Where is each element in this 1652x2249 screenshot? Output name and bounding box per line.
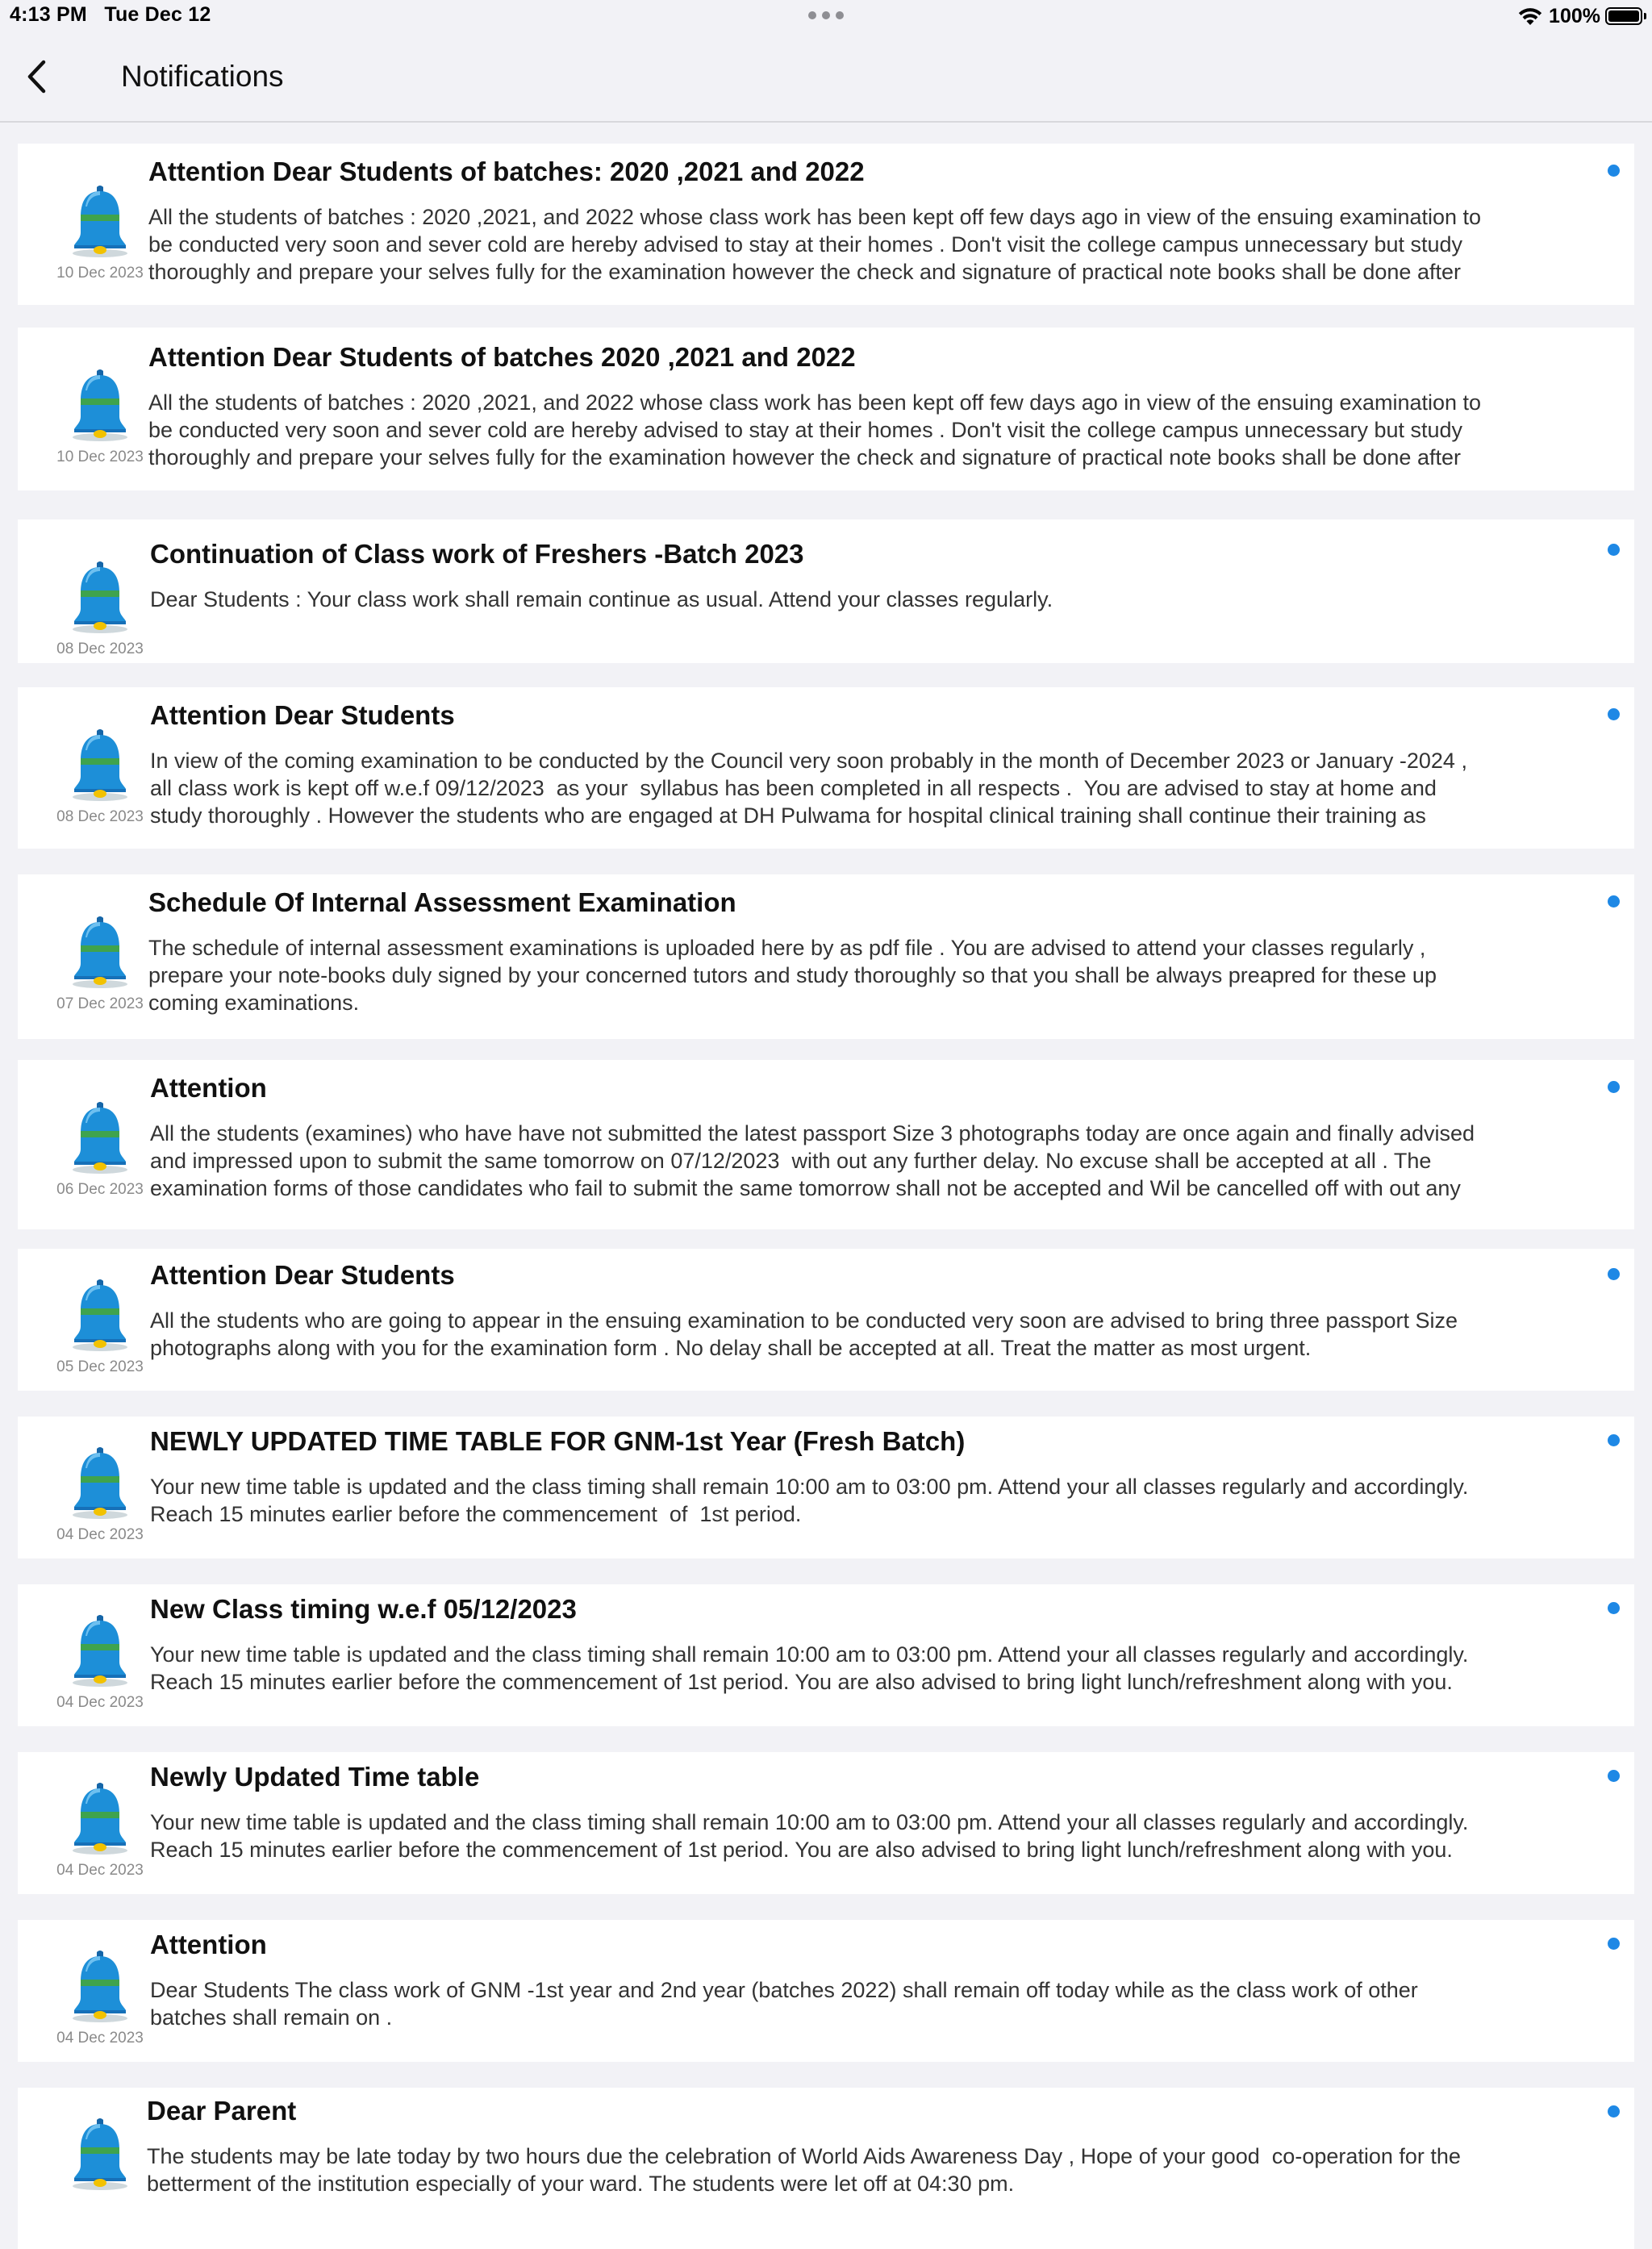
notification-title: Attention Dear Students of batches 2020 ,2021 and 2022 — [148, 342, 856, 372]
notification-date: 08 Dec 2023 — [56, 640, 144, 657]
unread-indicator-dot — [1608, 2105, 1620, 2118]
notification-body: All the students (examines) who have have not submitted the latest passport Size 3 photographs today are once again and finally advised and impressed upon to submit the same tomorrow on 07/12/2023 with out any further delay. No excuse shall be accepted at all . The examination forms of those candidates who fail to submit the same tomorrow shall not be accepted and Wil be cancelled off with out any — [150, 1121, 1475, 1200]
notification-card[interactable] — [18, 2088, 1634, 2249]
bell-icon — [68, 2117, 132, 2191]
unread-indicator-dot — [1608, 895, 1620, 908]
notification-icon — [50, 368, 150, 473]
unread-indicator-dot — [1608, 544, 1620, 556]
notification-icon — [50, 2117, 150, 2222]
notification-card[interactable] — [18, 1060, 1634, 1229]
notification-date: 04 Dec 2023 — [56, 1526, 144, 1543]
notification-icon — [50, 1278, 150, 1383]
notification-body: The schedule of internal assessment examinations is uploaded here by as pdf file . You are advised to attend your classes regularly , prepare your note-books duly signed by your concerned tutors and study thoroughly so that you shall be always preapred for these up coming examinations. — [148, 936, 1437, 1015]
bell-icon — [68, 368, 132, 442]
status-clock: 4:13 PM — [10, 3, 87, 26]
status-date: Tue Dec 12 — [104, 3, 211, 26]
notification-title: Continuation of Class work of Freshers -Batch 2023 — [150, 539, 804, 569]
notification-title: Attention — [150, 1930, 267, 1959]
notification-icon — [50, 1613, 150, 1718]
notification-date: 10 Dec 2023 — [56, 265, 144, 282]
notification-body: Your new time table is updated and the class timing shall remain 10:00 am to 03:00 pm. Attend your all classes regularly and accordingly. Reach 15 minutes earlier before the commencement of 1st period. You are also advised to bring light lunch/refreshment along with you. — [150, 1642, 1469, 1694]
unread-indicator-dot — [1608, 1770, 1620, 1782]
notification-body: All the students of batches : 2020 ,2021, and 2022 whose class work has been kept off few days ago in view of the ensuing examination to be conducted very soon and sever cold are hereby advised to stay at their homes . Don't visit the college campus unnecessary but study thoroughly and prepare your selves fully for the examination however the check and signature of practical note books shall be done after — [148, 205, 1482, 284]
page-title: Notifications — [121, 60, 284, 93]
notification-title: New Class timing w.e.f 05/12/2023 — [150, 1594, 577, 1624]
notification-title: NEWLY UPDATED TIME TABLE FOR GNM-1st Year (Fresh Batch) — [150, 1426, 966, 1456]
unread-indicator-dot — [1608, 708, 1620, 720]
unread-indicator-dot — [1608, 1602, 1620, 1614]
notification-card[interactable] — [18, 874, 1634, 1039]
unread-indicator-dot — [1608, 1081, 1620, 1093]
notification-body: All the students of batches : 2020 ,2021, and 2022 whose class work has been kept off few days ago in view of the ensuing examination to be conducted very soon and sever cold are hereby advised to stay at their homes . Don't visit the college campus unnecessary but study thoroughly and prepare your selves fully for the examination however the check and signature of practical note books shall be done after — [148, 390, 1482, 469]
notification-title: Newly Updated Time table — [150, 1762, 480, 1792]
bell-icon — [68, 184, 132, 258]
notification-body: Your new time table is updated and the class timing shall remain 10:00 am to 03:00 pm. Attend your all classes regularly and accordingly. Reach 15 minutes earlier before the commencement of 1st period. — [150, 1475, 1469, 1526]
notification-date: 04 Dec 2023 — [56, 1694, 144, 1711]
notification-title: Dear Parent — [147, 2096, 297, 2126]
bell-icon — [68, 1781, 132, 1855]
notification-icon — [50, 1100, 150, 1205]
bell-icon — [68, 915, 132, 989]
multitasking-dots-icon[interactable] — [808, 11, 844, 19]
notification-icon — [50, 560, 150, 663]
notification-title: Attention Dear Students of batches: 2020 ,2021 and 2022 — [148, 156, 865, 186]
notification-title: Schedule Of Internal Assessment Examination — [148, 887, 736, 917]
notification-card[interactable] — [18, 1249, 1634, 1391]
notification-card[interactable] — [18, 1752, 1634, 1894]
notification-card[interactable] — [18, 687, 1634, 849]
back-button[interactable] — [16, 56, 56, 97]
wifi-icon — [1518, 6, 1542, 27]
notification-date: 08 Dec 2023 — [56, 808, 144, 825]
notification-icon — [50, 184, 150, 289]
unread-indicator-dot — [1608, 1434, 1620, 1446]
battery-percentage: 100% — [1549, 4, 1600, 27]
bell-icon — [68, 1446, 132, 1520]
notification-title: Attention Dear Students — [150, 1260, 455, 1290]
status-time — [10, 3, 211, 27]
status-right — [1518, 3, 1642, 29]
notification-date: 07 Dec 2023 — [56, 995, 144, 1012]
notification-body: The students may be late today by two hours due the celebration of World Aids Awareness Day , Hope of your good co-operation for the betterment of the institution especially of your ward. The students were let off at 04:30 pm. — [147, 2144, 1461, 2196]
notification-date: 06 Dec 2023 — [56, 1181, 144, 1198]
unread-indicator-dot — [1608, 1938, 1620, 1950]
unread-indicator-dot — [1608, 165, 1620, 177]
bell-icon — [68, 1100, 132, 1175]
notification-card[interactable] — [18, 519, 1634, 663]
battery-icon — [1605, 7, 1642, 25]
bell-icon — [68, 1278, 132, 1352]
notification-date: 04 Dec 2023 — [56, 1862, 144, 1879]
bell-icon — [68, 560, 132, 634]
notification-date: 04 Dec 2023 — [56, 2030, 144, 2047]
notification-icon — [50, 915, 150, 1020]
notification-body: Dear Students The class work of GNM -1st year and 2nd year (batches 2022) shall remain off today while as the class work of other batches shall remain on . — [150, 1978, 1418, 2030]
notification-date: 05 Dec 2023 — [56, 1358, 144, 1375]
unread-indicator-dot — [1608, 1268, 1620, 1280]
notification-icon — [50, 1949, 150, 2054]
chevron-left-icon — [26, 60, 47, 94]
notification-card[interactable] — [18, 144, 1634, 305]
notification-body: In view of the coming examination to be conducted by the Council very soon probably in the month of December 2023 or January -2024 , all class work is kept off w.e.f 09/12/2023 as your syllabus has been completed in all respects . You are advised to stay at home and study thoroughly . However the students who are engaged at DH Pulwama for hospital clinical training shall continue their training as — [150, 749, 1467, 828]
status-bar — [0, 0, 1652, 32]
notification-card[interactable] — [18, 1584, 1634, 1726]
bell-icon — [68, 728, 132, 802]
notification-title: Attention Dear Students — [150, 700, 455, 730]
notification-icon — [50, 1781, 150, 1886]
bell-icon — [68, 1613, 132, 1688]
notification-title: Attention — [150, 1073, 267, 1103]
notification-icon — [50, 1446, 150, 1550]
notification-card[interactable] — [18, 1417, 1634, 1558]
bell-icon — [68, 1949, 132, 2023]
notification-icon — [50, 728, 150, 832]
notification-card[interactable] — [18, 1920, 1634, 2062]
notification-body: Your new time table is updated and the class timing shall remain 10:00 am to 03:00 pm. Attend your all classes regularly and accordingly. Reach 15 minutes earlier before the commencement of 1st period. You are also advised to bring light lunch/refreshment along with you. — [150, 1810, 1469, 1862]
notification-body: All the students who are going to appear in the ensuing examination to be conducted very soon are advised to bring three passport Size photographs along with you for the examination form . No delay shall be accepted at all. Treat the matter as most urgent. — [150, 1308, 1458, 1360]
notification-card[interactable] — [18, 328, 1634, 490]
notification-body: Dear Students : Your class work shall remain continue as usual. Attend your classes regularly. — [150, 587, 1053, 611]
notification-date: 10 Dec 2023 — [56, 449, 144, 465]
navigation-bar — [0, 32, 1652, 123]
